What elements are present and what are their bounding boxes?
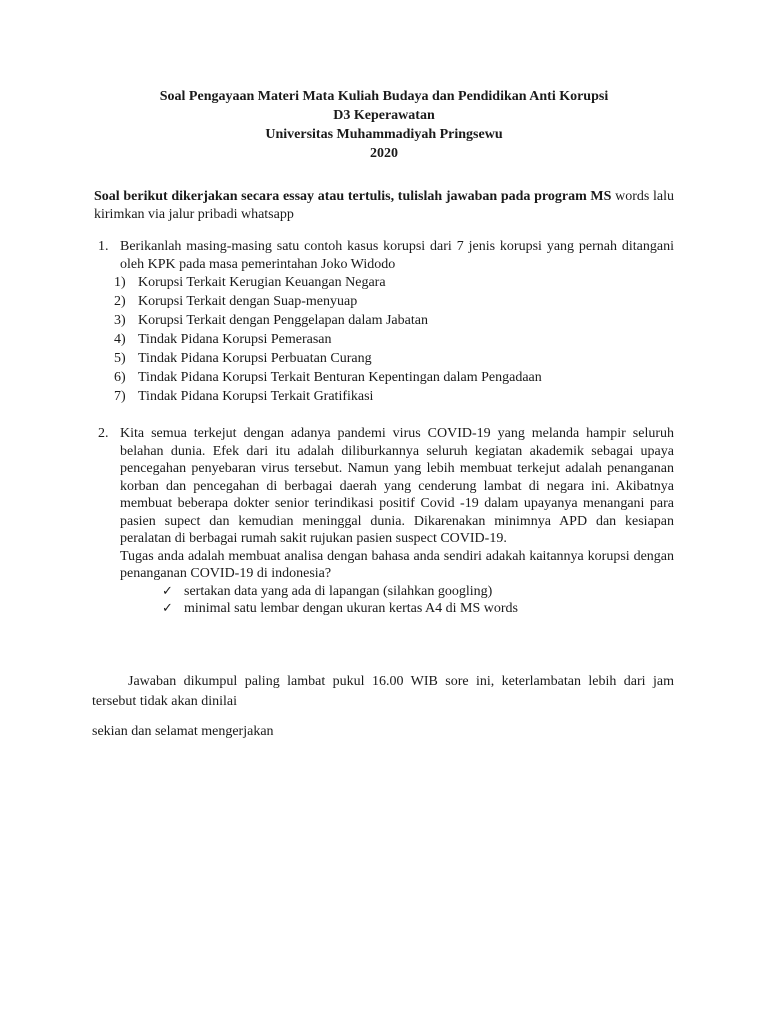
list-item — [114, 349, 674, 368]
instructions-normal: words lalu kirimkan via jalur pribadi whatsapp — [94, 189, 675, 222]
list-item-label: Tindak Pidana Korupsi Terkait Gratifikasi — [138, 389, 374, 404]
list-item — [162, 600, 674, 617]
list-item-label: Tindak Pidana Korupsi Pemerasan — [138, 332, 332, 347]
requirement-label: minimal satu lembar dengan ukuran kertas A4 di MS words — [184, 600, 518, 616]
header-year: 2020 — [370, 146, 398, 161]
list-item — [114, 387, 674, 406]
corruption-types-list — [114, 273, 674, 406]
deadline-note: Jawaban dikumpul paling lambat pukul 16.00 WIB sore ini, keterlambatan lebih dari jam tersebut tidak akan dinilai — [92, 674, 674, 709]
list-item — [114, 292, 674, 311]
list-item-number: 4) — [114, 332, 126, 347]
list-item-label: Korupsi Terkait Kerugian Keuangan Negara — [138, 275, 386, 290]
list-item — [114, 330, 674, 349]
list-item-label: Tindak Pidana Korupsi Terkait Benturan Kepentingan dalam Pengadaan — [138, 370, 542, 385]
question-paragraph: Kita semua terkejut dengan adanya pandemi virus COVID-19 yang melanda hampir seluruh belahan dunia. Efek dari itu adalah diliburkannya seluruh kegiatan akademik sebagai upaya pencegahan penyebaran virus tersebut. Namun yang lebih membuat terkejut adalah penanganan korban dan pencegahan di berbagai daerah yang cenderung lambat di negara ini. Akibatnya membuat beberapa dokter senior terindikasi positif Covid -19 dalam upayanya menangani para pasien supect dan kemudian meninggal dunia. Dikarenakan minimnya APD dan kesiapan peralatan di berbagai rumah sakit rujukan pasien suspect COVID-19. — [120, 426, 674, 546]
question-number: 1. — [98, 239, 109, 254]
list-item-number: 6) — [114, 370, 126, 385]
instructions — [94, 188, 674, 224]
document-header — [0, 87, 768, 163]
header-university: Universitas Muhammadiyah Pringsewu — [265, 127, 503, 142]
list-item — [114, 368, 674, 387]
requirement-label: sertakan data yang ada di lapangan (silahkan googling) — [184, 583, 493, 599]
list-item — [114, 311, 674, 330]
question-number: 2. — [98, 426, 109, 441]
question-task: Tugas anda adalah membuat analisa dengan bahasa anda sendiri adakah kaitannya korupsi dengan penanganan COVID-19 di indonesia? — [120, 548, 674, 581]
question-2 — [94, 425, 674, 617]
signoff: sekian dan selamat mengerjakan — [92, 724, 274, 739]
requirements-list — [162, 583, 674, 617]
header-program: D3 Keperawatan — [333, 108, 435, 123]
check-icon: ✓ — [162, 600, 173, 616]
list-item-label: Korupsi Terkait dengan Suap-menyuap — [138, 294, 358, 309]
list-item-number: 1) — [114, 275, 126, 290]
question-1 — [94, 238, 674, 406]
instructions-bold: Soal berikut dikerjakan secara essay atau tertulis, tulislah jawaban pada program MS — [94, 189, 612, 204]
list-item-number: 2) — [114, 294, 126, 309]
list-item — [162, 583, 674, 600]
list-item-label: Tindak Pidana Korupsi Perbuatan Curang — [138, 351, 372, 366]
list-item-label: Korupsi Terkait dengan Penggelapan dalam Jabatan — [138, 313, 428, 328]
list-item-number: 3) — [114, 313, 126, 328]
header-title: Soal Pengayaan Materi Mata Kuliah Budaya dan Pendidikan Anti Korupsi — [159, 89, 609, 104]
list-item-number: 5) — [114, 351, 126, 366]
check-icon: ✓ — [162, 583, 173, 599]
list-item — [114, 273, 674, 292]
question-text: Berikanlah masing-masing satu contoh kasus korupsi dari 7 jenis korupsi yang pernah ditangani oleh KPK pada masa pemerintahan Joko Widodo — [120, 239, 674, 272]
list-item-number: 7) — [114, 389, 126, 404]
